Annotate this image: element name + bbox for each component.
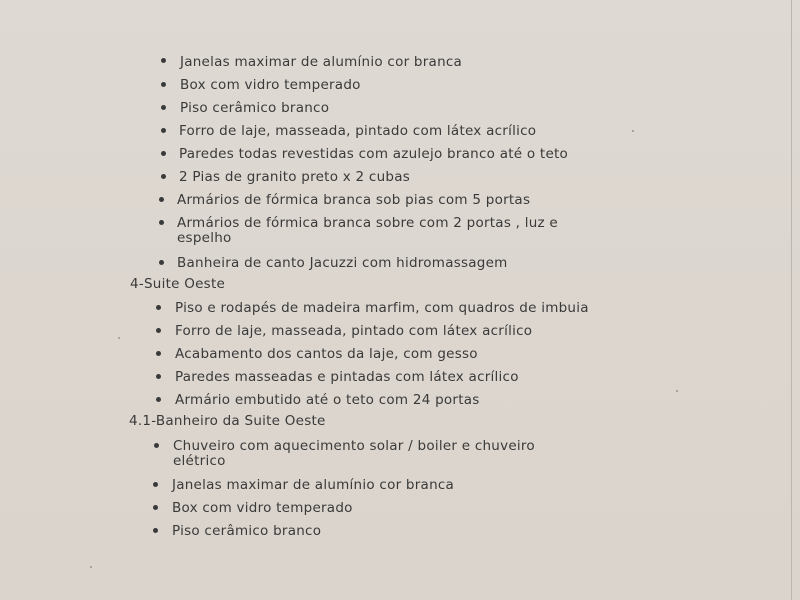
list-item: Paredes todas revestidas com azulejo branco até o teto	[179, 146, 569, 162]
list-item: Piso cerâmico branco	[180, 100, 330, 116]
list-item: Banheira de canto Jacuzzi com hidromassagem	[177, 255, 508, 271]
bullet-icon	[159, 197, 164, 202]
bullet-icon	[153, 482, 158, 487]
section-heading: 4.1-Banheiro da Suite Oeste	[129, 413, 326, 429]
bullet-icon	[161, 82, 166, 87]
list-item: Forro de laje, masseada, pintado com látex acrílico	[175, 323, 533, 339]
scan-speck	[632, 130, 634, 132]
page-edge	[791, 0, 792, 600]
list-item: Janelas maximar de alumínio cor branca	[172, 477, 455, 493]
bullet-icon	[156, 374, 161, 379]
list-item: Armário embutido até o teto com 24 portas	[175, 392, 480, 408]
scan-speck	[118, 337, 120, 339]
list-item: Armários de fórmica branca sob pias com 5 portas	[177, 192, 531, 208]
bullet-icon	[156, 305, 161, 310]
scan-speck	[90, 566, 92, 568]
bullet-icon	[161, 58, 166, 63]
list-item: Acabamento dos cantos da laje, com gesso	[175, 346, 478, 362]
bullet-icon	[153, 505, 158, 510]
list-item: Piso cerâmico branco	[172, 523, 322, 539]
bullet-icon	[153, 528, 158, 533]
bullet-icon	[156, 328, 161, 333]
list-item: Armários de fórmica branca sobre com 2 portas , luz e	[177, 215, 558, 231]
bullet-icon	[159, 220, 164, 225]
bullet-icon	[161, 128, 166, 133]
bullet-icon	[156, 397, 161, 402]
list-item: Piso e rodapés de madeira marfim, com quadros de imbuia	[175, 300, 589, 316]
scan-speck	[676, 390, 678, 392]
list-item: Box com vidro temperado	[172, 500, 353, 516]
list-item: Chuveiro com aquecimento solar / boiler e chuveiro	[173, 438, 535, 454]
bullet-icon	[154, 443, 159, 448]
list-item: Janelas maximar de alumínio cor branca	[180, 54, 463, 70]
list-item: Box com vidro temperado	[180, 77, 361, 93]
list-item: Forro de laje, masseada, pintado com látex acrílico	[179, 123, 537, 139]
list-item-continuation: espelho	[177, 230, 232, 246]
bullet-icon	[159, 260, 164, 265]
section-heading: 4-Suite Oeste	[130, 276, 226, 292]
list-item: Paredes masseadas e pintadas com látex acrílico	[175, 369, 519, 385]
bullet-icon	[161, 174, 166, 179]
list-item: 2 Pias de granito preto x 2 cubas	[179, 169, 411, 185]
bullet-icon	[156, 351, 161, 356]
list-item-continuation: elétrico	[173, 453, 226, 469]
bullet-icon	[161, 105, 166, 110]
bullet-icon	[161, 151, 166, 156]
